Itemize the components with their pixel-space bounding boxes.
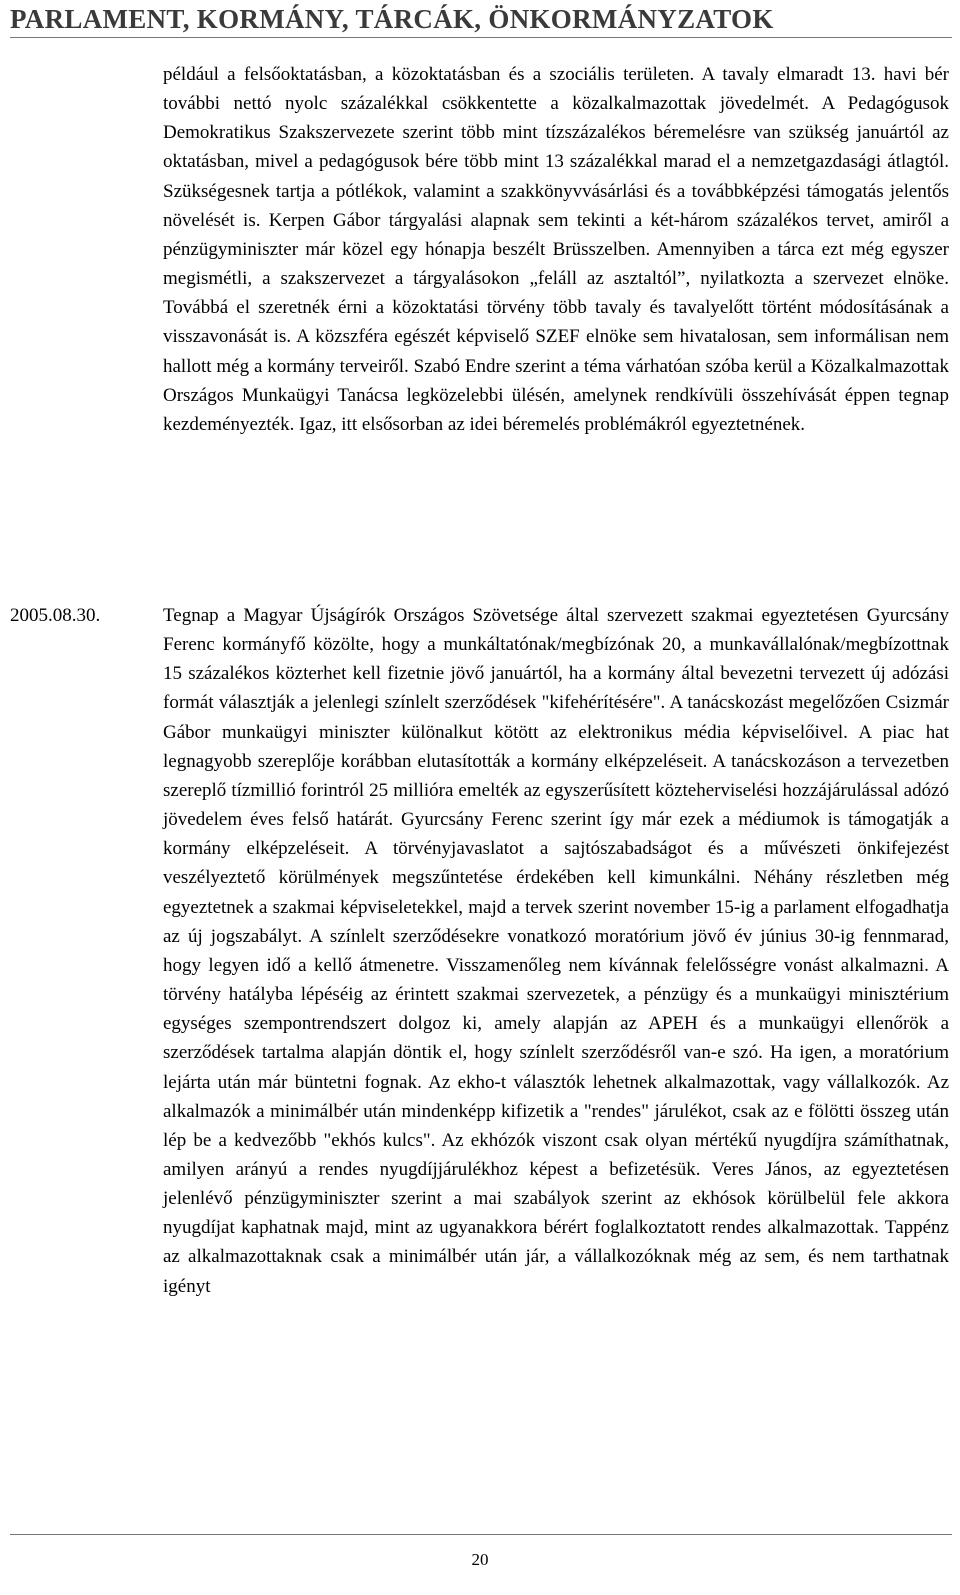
footer-divider (10, 1534, 952, 1535)
entry-text: például a felsőoktatásban, a közoktatásban és a szociális területen. A tavaly elmaradt 13. havi bér további nettó nyolc százalékkal csökkentette a közalkalmazottak jövedelmét. A Pedagógusok Demokratikus Szakszervezete szerint több mint tízszázalékos béremelésre van szükség januártól az oktatásban, mivel a pedagógusok bére több mint 13 százalékkal marad el a nemzetgazdasági átlagtól. Szükségesnek tartja a pótlékok, valamint a szakkönyvvásárlási és a továbbképzési támogatás jelentős növelését is. Kerpen Gábor tárgyalási alapnak sem tekinti a két-három százalékos tervet, amiről a pénzügyminiszter már közel egy hónapja beszélt Brüsszelben. Amennyiben a tárca ezt még egyszer megismétli, a szakszervezet a tárgyalásokon „feláll az asztaltól”, nyilatkozta a szervezet elnöke. Továbbá el szeretnék érni a közoktatási törvény több tavaly és tavalyelőtt történt módosításának a visszavonását is. A közszféra egészét képviselő SZEF elnöke sem hivatalosan, sem informálisan nem hallott még a kormány terveiről. Szabó Endre szerint a téma várhatóan szóba kerül a Közalkalmazottak Országos Munkaügyi Tanácsa legközelebbi ülésén, amelynek rendkívüli összehívását éppen tegnap kezdeményezték. Igaz, itt elsősorban az idei béremelés problémákról egyeztetnének. (163, 64, 949, 435)
entry-text: Tegnap a Magyar Újságírók Országos Szövetsége által szervezett szakmai egyeztetésen Gyurcsány Ferenc kormányfő közölte, hogy a munkáltatónak/megbízónak 20, a munkavállalónak/megbízottnak 15 százalékos közterhet kell fizetnie jövő januártól, ha a kormány által bevezetni tervezett új adózási formát választják a jelenlegi színlelt szerződések "kifehérítésére". A tanácskozást megelőzően Csizmár Gábor munkaügyi miniszter különalkut kötött az elektronikus média képviselőivel. A piac hat legnagyobb szereplője korábban elutasították a kormány elképzeléseit. A tanácskozáson a tervezetben szereplő tízmillió forintról 25 millióra emelték az egyszerűsített közteherviselési hozzájárulással adózó jövedelem éves felső határát. Gyurcsány Ferenc szerint így már ezek a médiumok is támogatják a kormány elképzeléseit. A törvényjavaslatot a sajtószabadságot és a művészeti önkifejezést veszélyeztető körülmények megszűntetése érdekében kell kimunkálni. Néhány részletben még egyeztetnek a szakmai képviseletekkel, majd a tervek szerint november 15-ig a parlament elfogadhatja az új jogszabályt. A színlelt szerződésekre vonatkozó moratórium jövő év június 30-ig fennmarad, hogy legyen idő a kellő átmenetre. Visszamenőleg nem kívánnak felelősségre vonást alkalmazni. A törvény hatályba lépéséig az érintett szakmai szervezetek, a pénzügy és a munkaügyi minisztérium egységes szempontrendszert dolgoz ki, amely alapján az APEH és a munkaügyi ellenőrök a szerződések tartalma alapján döntik el, hogy színlelt szerződésről van-e szó. Ha igen, a moratórium lejárta után már büntetni fognak. Az ekho-t választók lehetnek alkalmazottak, vagy vállalkozók. Az alkalmazók a minimálbér után mindenképp kifizetik a "rendes" járulékot, csak az e fölötti összeg után lép be a kedvezőbb "ekhós kulcs". Az ekhózók viszont csak olyan mértékű nyugdíjra számíthatnak, amilyen arányú a rendes nyugdíjjárulékhoz képest a befizetésük. Veres János, az egyeztetésen jelenlévő pénzügyminiszter szerint a mai szabályok szerint az ekhósok körülbelül fele akkora nyugdíjat kaphatnak majd, mint az ugyanakkora bérért foglalkoztatott rendes alkalmazottak. Tappénz az alkalmazottaknak csak a minimálbér után jár, a vállalkozóknak még az sem, és nem tarthatnak igényt (163, 605, 949, 1297)
running-header-title: PARLAMENT, KORMÁNY, TÁRCÁK, ÖNKORMÁNYZATOK (10, 4, 774, 34)
page-number: 20 (471, 1550, 489, 1569)
header-divider (10, 37, 952, 38)
entry-date: 2005.08.30. (10, 605, 101, 626)
